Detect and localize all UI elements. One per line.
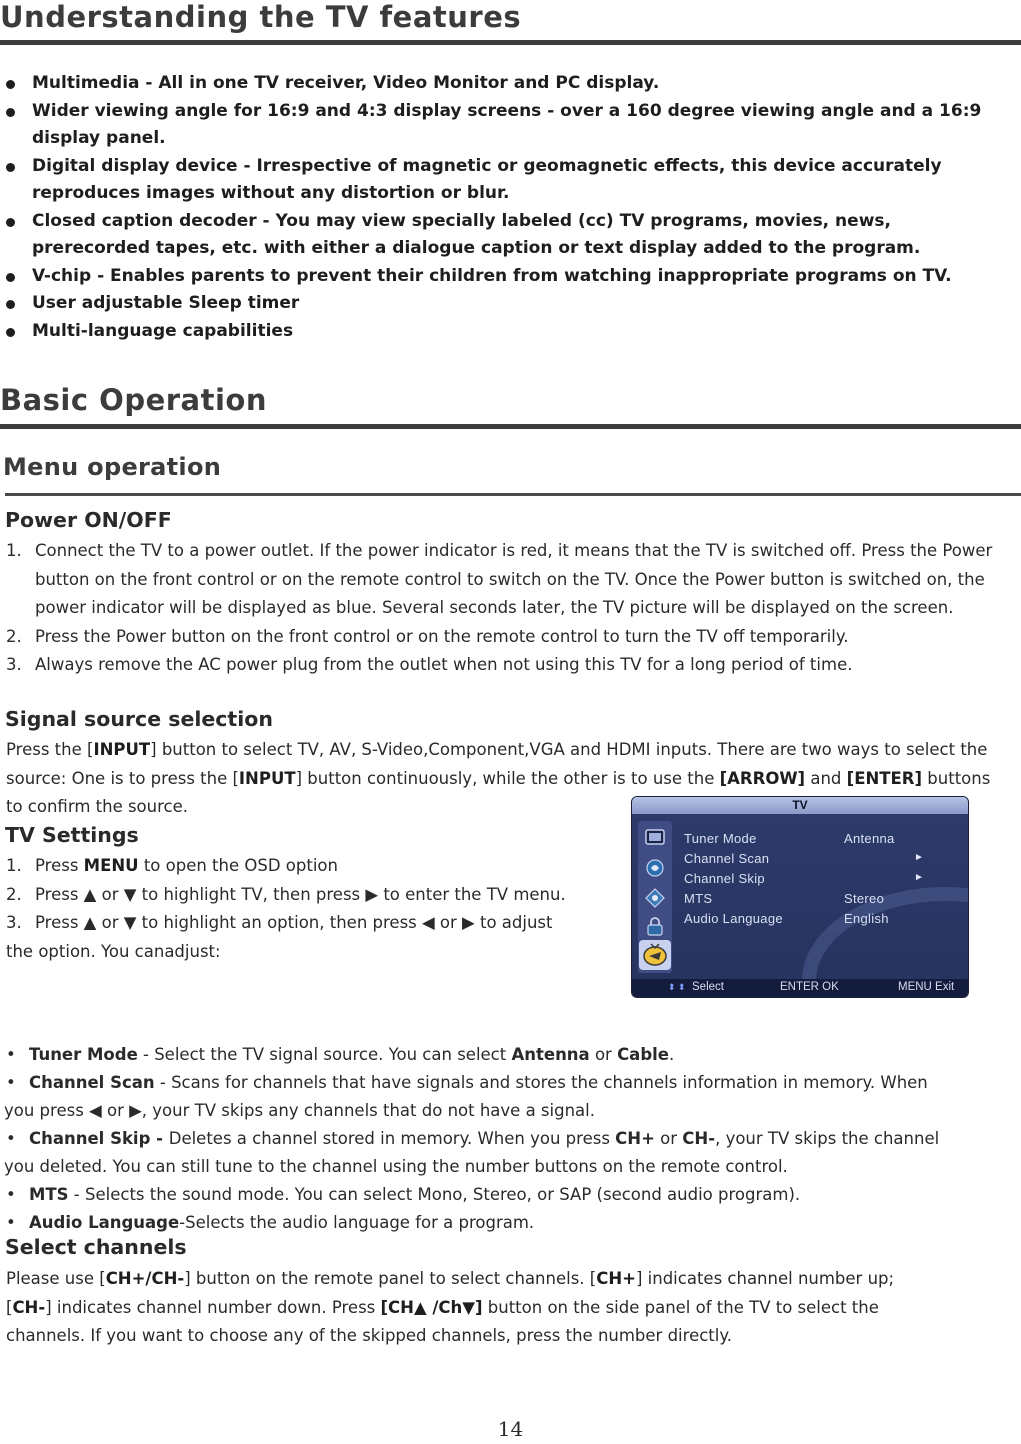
option-item-channel-skip: • Channel Skip - Deletes a channel stored in memory. When you press CH+ or CH-, your TV skips the channel you deleted. You can still tune to the channel using the number buttons on the remote control. [4,1129,940,1176]
osd-row-channel-scan[interactable]: Channel Scan ► [684,851,925,866]
bullet-icon [6,163,15,172]
signal-paragraph: Press the [INPUT] button to select TV, AV, S-Video,Component,VGA and HDMI inputs. There are two ways to select the source: One is to press the [INPUT] button continuously, while the other is to use the [ARROW] and [ENTER] buttons to confirm the source. [6,740,991,816]
feature-item: Digital display device - Irrespective of magnetic or geomagnetic effects, this device accurately reproduces images without any distortion or blur. [6,153,1011,208]
bullet-icon [6,273,15,282]
tv-settings-continuation: the option. You canadjust: [6,941,221,961]
bullet-icon [6,300,15,309]
title-rule [0,40,1021,45]
feature-list [6,70,1011,345]
osd-row-tuner-mode[interactable]: Tuner Mode Antenna [684,831,895,846]
feature-item: Closed caption decoder - You may view specially labeled (cc) TV programs, movies, news, prerecorded tapes, etc. with either a dialogue caption or text display added to the program. [6,208,1011,263]
osd-row-audio-language[interactable]: Audio Language English [684,911,889,926]
feature-item: Multi-language capabilities [6,318,1011,346]
select-channels-heading: Select channels [5,1235,187,1259]
feature-item: Wider viewing angle for 16:9 and 4:3 display screens - over a 160 degree viewing angle and a 16:9 display panel. [6,98,1011,153]
select-channels-paragraph: Please use [CH+/CH-] button on the remote panel to select channels. [CH+] indicates channel number up; [CH-] indicates channel number down. Press [CH▲ /Ch▼] button on the side panel of the TV to select the channels. If you want to choose any of the skipped channels, press the number directly. [6,1269,895,1345]
power-steps [6,537,1014,680]
feature-item: V-chip - Enables parents to prevent their children from watching inappropriate programs on TV. [6,263,1011,291]
power-step: 3. Always remove the AC power plug from the outlet when not using this TV for a long period of time. [6,655,853,674]
select-arrows-icon: ⬍ ⬍ [668,982,686,992]
tv-settings-step: 3. Press ▲ or ▼ to highlight an option, then press ◀ or ▶ to adjust [6,913,553,932]
bullet-icon [6,218,15,227]
sound-icon [643,857,667,879]
osd-icon-bar [638,821,672,973]
power-step: 2. Press the Power button on the front control or on the remote control to turn the TV off temporarily. [6,626,849,646]
settings-icon [643,887,667,909]
bullet-icon [6,108,15,117]
option-item-audio-language: • Audio Language-Selects the audio language for a program. [6,1213,535,1232]
power-step: 1. Connect the TV to a power outlet. If the power indicator is red, it means that the TV is switched off. Press the Power button on the front control or on the remote control to switch on the TV. Once the Power button is switched on, the power indicator will be displayed as blue. Several seconds later, the TV picture will be displayed on the screen. [6,541,993,617]
bullet-icon [6,80,15,89]
osd-footer-exit: MENU Exit [898,981,955,993]
osd-footer-select: Select [692,981,724,993]
features-title: Understanding the TV features [0,0,522,34]
tv-settings-step: 1. Press MENU to open the OSD option [6,856,338,875]
power-heading: Power ON/OFF [5,508,172,532]
right-arrow-icon: ► [914,872,925,883]
basic-operation-title: Basic Operation [0,383,267,417]
option-item-channel-scan: • Channel Scan - Scans for channels that have signals and stores the channels information in memory. When you press ◀ or ▶, your TV skips any channels that do not have a signal. [4,1073,928,1120]
right-arrow-icon: ► [914,852,925,863]
tv-icon [639,940,671,970]
bullet-icon [6,328,15,337]
tv-settings-steps [6,852,626,966]
feature-item: User adjustable Sleep timer [6,290,1011,318]
option-item-tuner-mode: • Tuner Mode - Select the TV signal source. You can select Antenna or Cable. [6,1045,675,1064]
osd-title: TV [632,797,968,814]
picture-icon [643,827,667,849]
section-rule [0,424,1021,429]
signal-heading: Signal source selection [5,707,273,731]
osd-footer-enter: ENTER OK [780,981,839,993]
osd-row-mts[interactable]: MTS Stereo [684,891,885,906]
option-item-mts: • MTS - Selects the sound mode. You can select Mono, Stereo, or SAP (second audio program). [6,1185,801,1204]
osd-row-channel-skip[interactable]: Channel Skip ► [684,871,925,886]
option-list [4,1041,1018,1237]
osd-rows [684,831,944,931]
tv-settings-step: 2. Press ▲ or ▼ to highlight TV, then press ▶ to enter the TV menu. [6,884,566,904]
subsection-rule [5,493,1021,496]
feature-item: Multimedia - All in one TV receiver, Video Monitor and PC display. [6,70,1011,98]
menu-operation-title: Menu operation [3,453,222,481]
lock-icon [643,915,667,937]
page-number: 14 [497,1417,524,1441]
tv-settings-heading: TV Settings [5,823,139,847]
tv-osd-menu-illustration [632,797,968,997]
osd-footer [632,979,968,997]
